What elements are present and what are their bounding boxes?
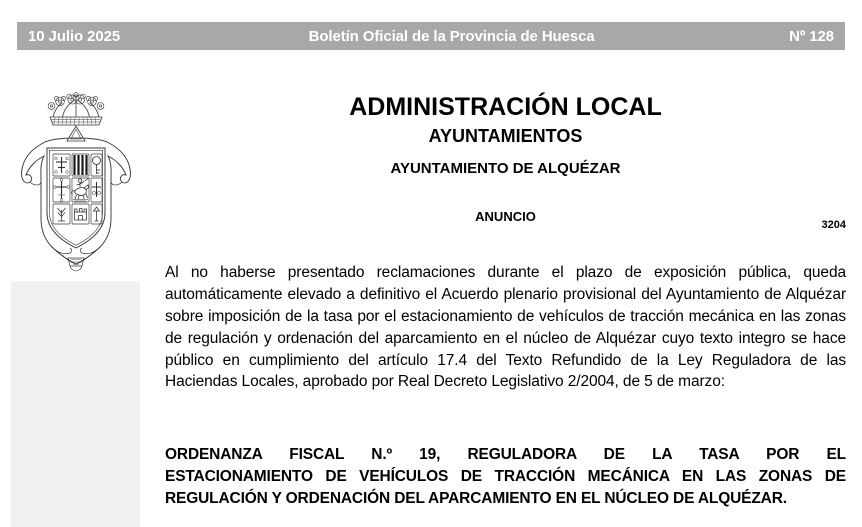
left-column [0, 50, 152, 527]
notice-label: ANUNCIO [475, 209, 536, 225]
entity-title: AYUNTAMIENTO DE ALQUÉZAR [390, 160, 621, 178]
section-title: AYUNTAMIENTOS [428, 125, 583, 146]
body-paragraph: Al no haberse presentado reclamaciones durante el plazo de exposición pública, queda automáticamente elevado a definitivo el Acuerdo plenario provisional del Ayuntamiento de Alquézar sobre imposición de la tasa por el estacionamiento de vehículos de tracción mecánica en las zonas de regulación y ordenación del aparcamiento en el núcleo de Alquézar cuyo texto integro se hace público en cumplimiento del artículo 17.4 del Texto Refundido de la Ley Reguladora de las Haciendas Locales, aprobado por Real Decreto Legislativo 2/2004, de 5 de marzo: [165, 264, 846, 391]
header-issue-number: Nº 128 [789, 27, 834, 45]
page-title: ADMINISTRACIÓN LOCAL [349, 93, 662, 121]
page-header-bar [17, 22, 845, 50]
reference-number: 3204 [821, 219, 846, 231]
ordinance-heading-line-2: ESTACIONAMIENTO DE VEHÍCULOS DE TRACCIÓN MECÁNICA EN LAS ZONAS DE [165, 467, 846, 485]
header-date: 10 Julio 2025 [28, 27, 121, 45]
ordinance-heading-line-1: ORDENANZA FISCAL N.º 19, REGULADORA DE LA TASA POR EL [165, 446, 846, 464]
ordinance-heading [165, 444, 846, 509]
sidebar-placeholder-block [11, 281, 140, 527]
coat-of-arms-icon [10, 85, 142, 275]
ordinance-heading-line-3: REGULACIÓN Y ORDENACIÓN DEL APARCAMIENTO EN EL NÚCLEO DE ALQUÉZAR. [165, 489, 787, 507]
document-content [165, 50, 846, 510]
header-publication-title: Boletín Oficial de la Provincia de Huesca [308, 27, 595, 45]
